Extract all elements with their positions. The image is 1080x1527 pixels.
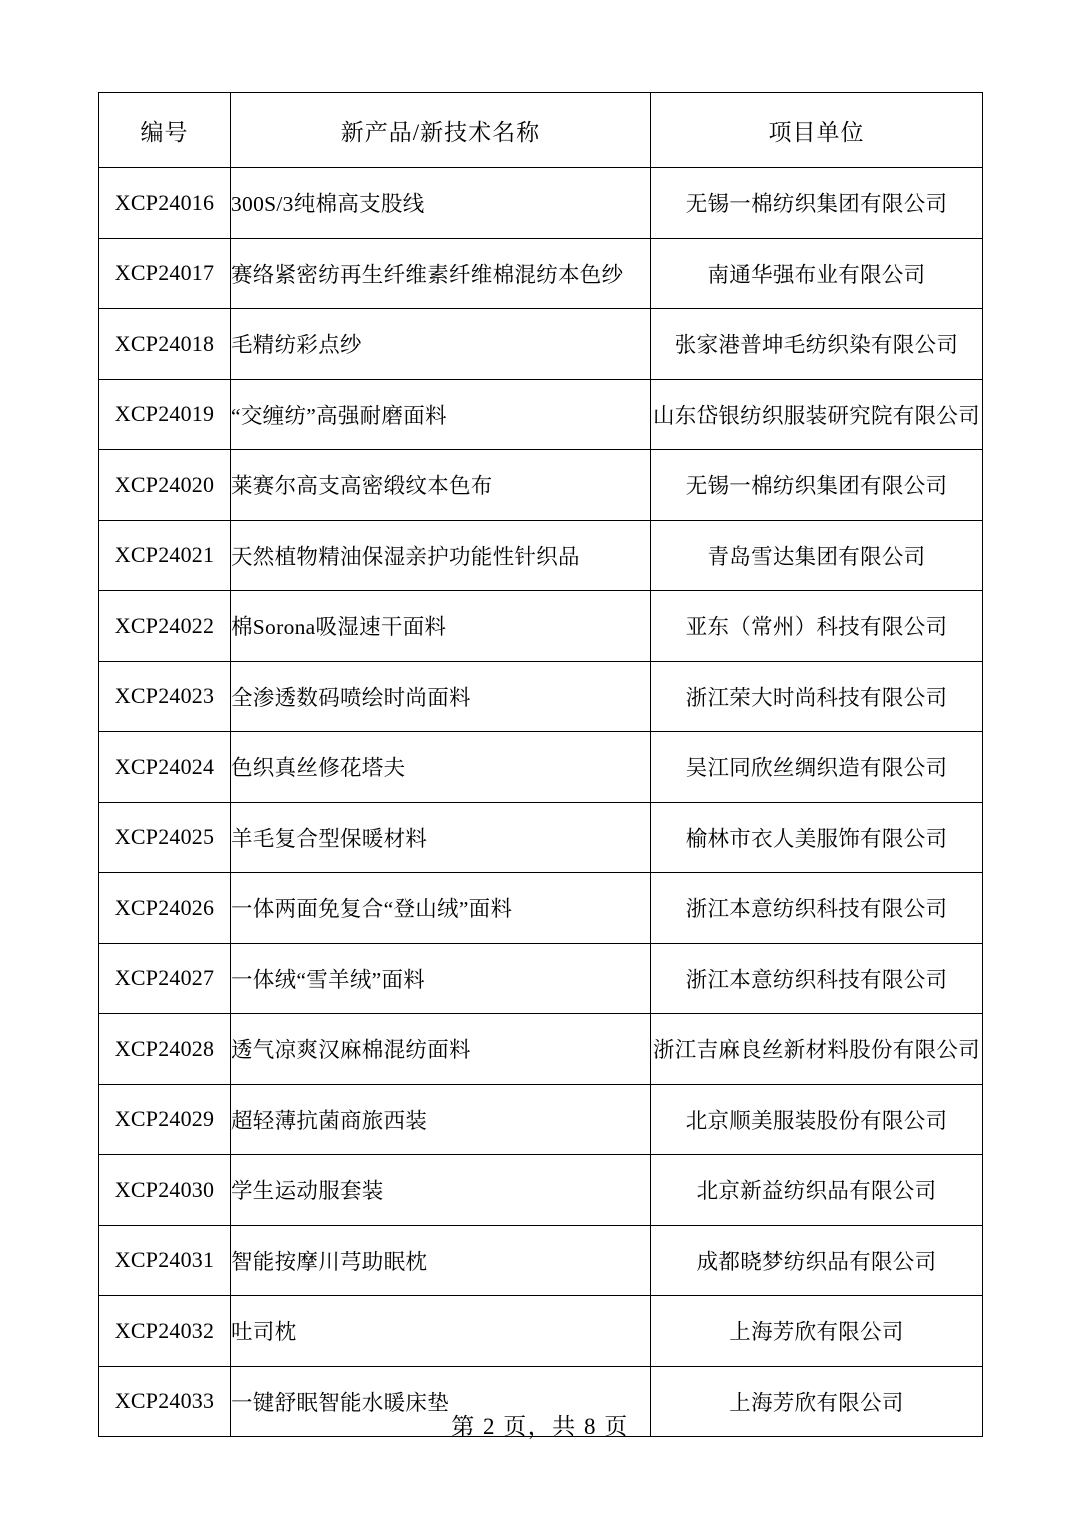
cell-name: 学生运动服套装 <box>231 1155 651 1226</box>
cell-org: 榆林市衣人美服饰有限公司 <box>651 802 983 873</box>
cell-name: 透气凉爽汉麻棉混纺面料 <box>231 1014 651 1085</box>
cell-org: 亚东（常州）科技有限公司 <box>651 591 983 662</box>
table-row <box>99 379 983 450</box>
cell-name: 智能按摩川芎助眠枕 <box>231 1225 651 1296</box>
cell-id: XCP24016 <box>99 168 231 239</box>
table-header <box>99 93 983 168</box>
cell-name: 全渗透数码喷绘时尚面料 <box>231 661 651 732</box>
cell-id: XCP24022 <box>99 591 231 662</box>
cell-org: 成都晓梦纺织品有限公司 <box>651 1225 983 1296</box>
table-row <box>99 1084 983 1155</box>
cell-org: 吴江同欣丝绸织造有限公司 <box>651 732 983 803</box>
cell-org: 山东岱银纺织服装研究院有限公司 <box>651 379 983 450</box>
table-row <box>99 520 983 591</box>
table-body <box>99 168 983 1437</box>
cell-id: XCP24023 <box>99 661 231 732</box>
table-row <box>99 168 983 239</box>
cell-org: 上海芳欣有限公司 <box>651 1296 983 1367</box>
cell-name: 棉Sorona吸湿速干面料 <box>231 591 651 662</box>
cell-name: 一键舒眠智能水暖床垫 <box>231 1366 651 1437</box>
cell-org: 北京新益纺织品有限公司 <box>651 1155 983 1226</box>
table-row <box>99 1225 983 1296</box>
cell-org: 青岛雪达集团有限公司 <box>651 520 983 591</box>
table-row <box>99 309 983 380</box>
table-row <box>99 661 983 732</box>
cell-id: XCP24032 <box>99 1296 231 1367</box>
cell-id: XCP24021 <box>99 520 231 591</box>
cell-org: 无锡一棉纺织集团有限公司 <box>651 450 983 521</box>
cell-name: “交缠纺”高强耐磨面料 <box>231 379 651 450</box>
cell-org: 无锡一棉纺织集团有限公司 <box>651 168 983 239</box>
table-row <box>99 943 983 1014</box>
page-footer <box>0 1408 1080 1441</box>
cell-id: XCP24029 <box>99 1084 231 1155</box>
cell-name: 一体绒“雪羊绒”面料 <box>231 943 651 1014</box>
cell-name: 毛精纺彩点纱 <box>231 309 651 380</box>
cell-id: XCP24019 <box>99 379 231 450</box>
table-row <box>99 1014 983 1085</box>
cell-name: 色织真丝修花塔夫 <box>231 732 651 803</box>
page-number: 第 2 页，共 8 页 <box>451 1414 629 1439</box>
cell-id: XCP24024 <box>99 732 231 803</box>
cell-org: 张家港普坤毛纺织染有限公司 <box>651 309 983 380</box>
table-row <box>99 450 983 521</box>
cell-org: 浙江本意纺织科技有限公司 <box>651 943 983 1014</box>
table-header-row <box>99 93 983 168</box>
column-header-id: 编号 <box>99 93 231 168</box>
cell-id: XCP24028 <box>99 1014 231 1085</box>
cell-name: 吐司枕 <box>231 1296 651 1367</box>
cell-id: XCP24033 <box>99 1366 231 1437</box>
cell-org: 浙江吉麻良丝新材料股份有限公司 <box>651 1014 983 1085</box>
cell-name: 莱赛尔高支高密缎纹本色布 <box>231 450 651 521</box>
cell-org: 南通华强布业有限公司 <box>651 238 983 309</box>
table-row <box>99 873 983 944</box>
cell-id: XCP24020 <box>99 450 231 521</box>
table-row <box>99 238 983 309</box>
table-row <box>99 802 983 873</box>
cell-org: 北京顺美服装股份有限公司 <box>651 1084 983 1155</box>
cell-id: XCP24017 <box>99 238 231 309</box>
cell-org: 浙江本意纺织科技有限公司 <box>651 873 983 944</box>
cell-org: 上海芳欣有限公司 <box>651 1366 983 1437</box>
cell-name: 赛络紧密纺再生纤维素纤维棉混纺本色纱 <box>231 238 651 309</box>
new-products-table <box>98 92 983 1437</box>
cell-name: 300S/3纯棉高支股线 <box>231 168 651 239</box>
table-row <box>99 732 983 803</box>
column-header-name: 新产品/新技术名称 <box>231 93 651 168</box>
cell-name: 超轻薄抗菌商旅西装 <box>231 1084 651 1155</box>
cell-name: 一体两面免复合“登山绒”面料 <box>231 873 651 944</box>
table-row <box>99 591 983 662</box>
cell-org: 浙江荣大时尚科技有限公司 <box>651 661 983 732</box>
cell-id: XCP24030 <box>99 1155 231 1226</box>
cell-id: XCP24026 <box>99 873 231 944</box>
table-row <box>99 1296 983 1367</box>
cell-id: XCP24018 <box>99 309 231 380</box>
cell-id: XCP24027 <box>99 943 231 1014</box>
cell-id: XCP24025 <box>99 802 231 873</box>
column-header-org: 项目单位 <box>651 93 983 168</box>
cell-id: XCP24031 <box>99 1225 231 1296</box>
cell-name: 天然植物精油保湿亲护功能性针织品 <box>231 520 651 591</box>
cell-name: 羊毛复合型保暖材料 <box>231 802 651 873</box>
table-row <box>99 1155 983 1226</box>
